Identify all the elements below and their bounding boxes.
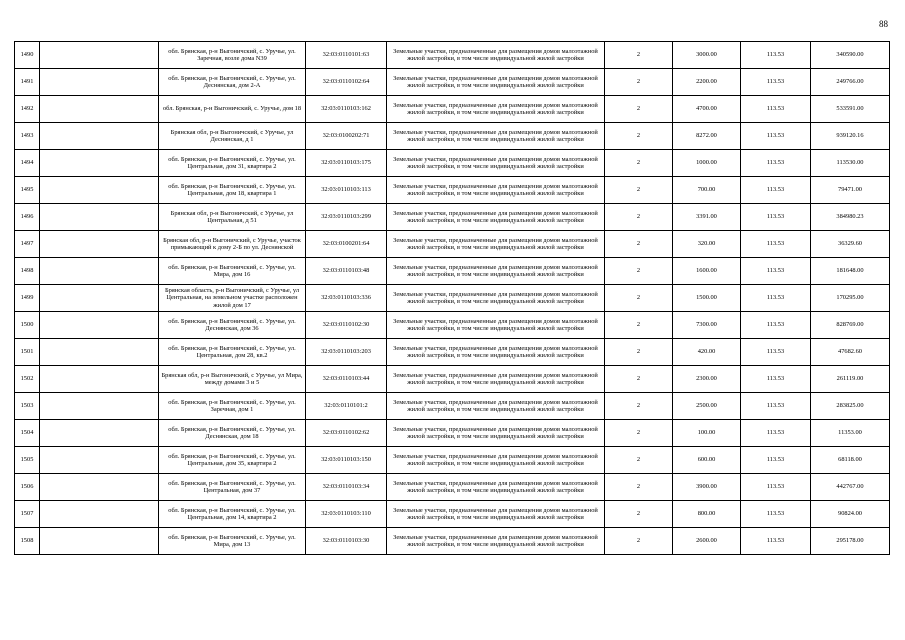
cadastral-number-cell: 32:03:0110103:175 [306, 150, 387, 177]
table-row [15, 501, 890, 528]
address-cell: Брянская обл, р-н Выгоничский, с Уручье, ул Мира, между домами 3 и 5 [159, 366, 306, 393]
empty-cell [40, 231, 159, 258]
area-cell: 3391.00 [673, 204, 741, 231]
cadastral-value-cell: 939120.16 [811, 123, 890, 150]
area-cell: 8272.00 [673, 123, 741, 150]
land-purpose-cell: Земельные участки, предназначенные для размещения домов малоэтажной жилой застройки, в том числе индивидуальной жилой застройки [387, 204, 605, 231]
cadastral-value-cell: 68118.00 [811, 447, 890, 474]
table-row [15, 123, 890, 150]
empty-cell [40, 366, 159, 393]
cadastral-value-cell: 249766.00 [811, 69, 890, 96]
cadastral-value-cell: 533591.00 [811, 96, 890, 123]
area-cell: 320.00 [673, 231, 741, 258]
group-cell: 2 [605, 42, 673, 69]
rate-cell: 113.53 [741, 258, 811, 285]
cadastral-number-cell: 32:03:0110103:150 [306, 447, 387, 474]
empty-cell [40, 42, 159, 69]
empty-cell [40, 96, 159, 123]
rate-cell: 113.53 [741, 177, 811, 204]
cadastral-number-cell: 32:03:0110103:299 [306, 204, 387, 231]
cadastral-value-cell: 113530.00 [811, 150, 890, 177]
empty-cell [40, 285, 159, 312]
row-number-cell: 1508 [15, 528, 40, 555]
address-cell: обл. Брянская, р-н Выгоничский, с. Уручье, ул. Деснянская, дом 2-А [159, 69, 306, 96]
empty-cell [40, 393, 159, 420]
table-row [15, 447, 890, 474]
group-cell: 2 [605, 474, 673, 501]
rate-cell: 113.53 [741, 42, 811, 69]
land-purpose-cell: Земельные участки, предназначенные для размещения домов малоэтажной жилой застройки, в том числе индивидуальной жилой застройки [387, 420, 605, 447]
table-body [15, 42, 890, 555]
table-row [15, 150, 890, 177]
group-cell: 2 [605, 204, 673, 231]
area-cell: 2200.00 [673, 69, 741, 96]
address-cell: обл. Брянская, р-н Выгоничский, с. Уручье, ул. Центральная, дом 18, квартира 1 [159, 177, 306, 204]
rate-cell: 113.53 [741, 150, 811, 177]
group-cell: 2 [605, 393, 673, 420]
table-row [15, 474, 890, 501]
address-cell: обл. Брянская, р-н Выгоничский, с. Уручье, ул. Деснянская, дом 36 [159, 312, 306, 339]
rate-cell: 113.53 [741, 96, 811, 123]
empty-cell [40, 447, 159, 474]
cadastral-number-cell: 32:03:0110103:48 [306, 258, 387, 285]
rate-cell: 113.53 [741, 285, 811, 312]
table-row [15, 285, 890, 312]
table-row [15, 69, 890, 96]
area-cell: 2500.00 [673, 393, 741, 420]
area-cell: 3000.00 [673, 42, 741, 69]
rate-cell: 113.53 [741, 69, 811, 96]
cadastral-value-cell: 170295.00 [811, 285, 890, 312]
address-cell: Брянская область, р-н Выгоничский, с Уручье, ул Центральная, на земельном участке расположен жилой дом 17 [159, 285, 306, 312]
cadastral-number-cell: 32:03:0110102:30 [306, 312, 387, 339]
address-cell: обл. Брянская, р-н Выгоничский, с. Уручье, ул. Центральная, дом 28, кв.2 [159, 339, 306, 366]
group-cell: 2 [605, 339, 673, 366]
group-cell: 2 [605, 447, 673, 474]
row-number-cell: 1492 [15, 96, 40, 123]
area-cell: 100.00 [673, 420, 741, 447]
address-cell: Брянская обл, р-н Выгоничский, с Уручье, участок примыкающий к дому 2-Б по ул. Деснянской [159, 231, 306, 258]
table-row [15, 312, 890, 339]
cadastral-value-cell: 340590.00 [811, 42, 890, 69]
table-row [15, 258, 890, 285]
empty-cell [40, 258, 159, 285]
address-cell: обл. Брянская, р-н Выгоничский, с. Уручье, ул. Центральная, дом 37 [159, 474, 306, 501]
land-purpose-cell: Земельные участки, предназначенные для размещения домов малоэтажной жилой застройки, в том числе индивидуальной жилой застройки [387, 393, 605, 420]
rate-cell: 113.53 [741, 231, 811, 258]
row-number-cell: 1498 [15, 258, 40, 285]
address-cell: обл. Брянская, р-н Выгоничский, с. Уручье, ул. Деснянская, дом 18 [159, 420, 306, 447]
cadastral-number-cell: 32:03:0110102:62 [306, 420, 387, 447]
land-purpose-cell: Земельные участки, предназначенные для размещения домов малоэтажной жилой застройки, в том числе индивидуальной жилой застройки [387, 339, 605, 366]
table-row [15, 420, 890, 447]
group-cell: 2 [605, 150, 673, 177]
address-cell: обл. Брянская, р-н Выгоничский, с. Уручье, ул. Центральная, дом 35, квартира 2 [159, 447, 306, 474]
group-cell: 2 [605, 231, 673, 258]
row-number-cell: 1507 [15, 501, 40, 528]
address-cell: обл. Брянская, р-н Выгоничский, с. Уручье, дом 18 [159, 96, 306, 123]
empty-cell [40, 204, 159, 231]
cadastral-value-cell: 47682.60 [811, 339, 890, 366]
table-row [15, 204, 890, 231]
area-cell: 2600.00 [673, 528, 741, 555]
cadastral-value-cell: 90824.00 [811, 501, 890, 528]
row-number-cell: 1506 [15, 474, 40, 501]
cadastral-number-cell: 32:03:0110103:110 [306, 501, 387, 528]
row-number-cell: 1501 [15, 339, 40, 366]
cadastral-number-cell: 32:03:0100202:71 [306, 123, 387, 150]
cadastral-value-cell: 181648.00 [811, 258, 890, 285]
row-number-cell: 1500 [15, 312, 40, 339]
table-row [15, 177, 890, 204]
cadastral-number-cell: 32:03:0110103:30 [306, 528, 387, 555]
cadastral-number-cell: 32:03:0110103:162 [306, 96, 387, 123]
land-purpose-cell: Земельные участки, предназначенные для размещения домов малоэтажной жилой застройки, в том числе индивидуальной жилой застройки [387, 312, 605, 339]
group-cell: 2 [605, 528, 673, 555]
empty-cell [40, 177, 159, 204]
area-cell: 800.00 [673, 501, 741, 528]
table-row [15, 96, 890, 123]
rate-cell: 113.53 [741, 393, 811, 420]
cadastral-number-cell: 32:03:0110103:113 [306, 177, 387, 204]
area-cell: 1600.00 [673, 258, 741, 285]
row-number-cell: 1496 [15, 204, 40, 231]
area-cell: 4700.00 [673, 96, 741, 123]
cadastral-value-cell: 79471.00 [811, 177, 890, 204]
address-cell: Брянская обл, р-н Выгоничский, с Уручье, ул Центральная, д 51 [159, 204, 306, 231]
rate-cell: 113.53 [741, 312, 811, 339]
table-row [15, 366, 890, 393]
row-number-cell: 1504 [15, 420, 40, 447]
group-cell: 2 [605, 420, 673, 447]
row-number-cell: 1490 [15, 42, 40, 69]
group-cell: 2 [605, 69, 673, 96]
land-purpose-cell: Земельные участки, предназначенные для размещения домов малоэтажной жилой застройки, в том числе индивидуальной жилой застройки [387, 150, 605, 177]
land-purpose-cell: Земельные участки, предназначенные для размещения домов малоэтажной жилой застройки, в том числе индивидуальной жилой застройки [387, 96, 605, 123]
page-number: 88 [879, 19, 888, 29]
land-registry-table [14, 41, 890, 555]
cadastral-value-cell: 384980.23 [811, 204, 890, 231]
area-cell: 420.00 [673, 339, 741, 366]
rate-cell: 113.53 [741, 501, 811, 528]
land-purpose-cell: Земельные участки, предназначенные для размещения домов малоэтажной жилой застройки, в том числе индивидуальной жилой застройки [387, 447, 605, 474]
empty-cell [40, 474, 159, 501]
area-cell: 700.00 [673, 177, 741, 204]
table-row [15, 339, 890, 366]
cadastral-value-cell: 442767.00 [811, 474, 890, 501]
group-cell: 2 [605, 96, 673, 123]
land-purpose-cell: Земельные участки, предназначенные для размещения домов малоэтажной жилой застройки, в том числе индивидуальной жилой застройки [387, 69, 605, 96]
cadastral-value-cell: 295178.00 [811, 528, 890, 555]
row-number-cell: 1502 [15, 366, 40, 393]
empty-cell [40, 69, 159, 96]
empty-cell [40, 123, 159, 150]
table-row [15, 528, 890, 555]
land-purpose-cell: Земельные участки, предназначенные для размещения домов малоэтажной жилой застройки, в том числе индивидуальной жилой застройки [387, 474, 605, 501]
rate-cell: 113.53 [741, 123, 811, 150]
area-cell: 1500.00 [673, 285, 741, 312]
land-purpose-cell: Земельные участки, предназначенные для размещения домов малоэтажной жилой застройки, в том числе индивидуальной жилой застройки [387, 258, 605, 285]
empty-cell [40, 150, 159, 177]
group-cell: 2 [605, 123, 673, 150]
rate-cell: 113.53 [741, 339, 811, 366]
rate-cell: 113.53 [741, 420, 811, 447]
area-cell: 600.00 [673, 447, 741, 474]
land-purpose-cell: Земельные участки, предназначенные для размещения домов малоэтажной жилой застройки, в том числе индивидуальной жилой застройки [387, 366, 605, 393]
cadastral-number-cell: 32:03:0110101:2 [306, 393, 387, 420]
rate-cell: 113.53 [741, 474, 811, 501]
cadastral-value-cell: 11353.00 [811, 420, 890, 447]
rate-cell: 113.53 [741, 447, 811, 474]
land-purpose-cell: Земельные участки, предназначенные для размещения домов малоэтажной жилой застройки, в том числе индивидуальной жилой застройки [387, 285, 605, 312]
land-purpose-cell: Земельные участки, предназначенные для размещения домов малоэтажной жилой застройки, в том числе индивидуальной жилой застройки [387, 42, 605, 69]
table-row [15, 231, 890, 258]
cadastral-number-cell: 32:03:0100201:64 [306, 231, 387, 258]
cadastral-number-cell: 32:03:0110103:203 [306, 339, 387, 366]
address-cell: обл. Брянская, р-н Выгоничский, с. Уручье, ул. Заречная, дом 1 [159, 393, 306, 420]
cadastral-number-cell: 32:03:0110103:34 [306, 474, 387, 501]
row-number-cell: 1491 [15, 69, 40, 96]
land-purpose-cell: Земельные участки, предназначенные для размещения домов малоэтажной жилой застройки, в том числе индивидуальной жилой застройки [387, 501, 605, 528]
empty-cell [40, 528, 159, 555]
land-purpose-cell: Земельные участки, предназначенные для размещения домов малоэтажной жилой застройки, в том числе индивидуальной жилой застройки [387, 528, 605, 555]
rate-cell: 113.53 [741, 204, 811, 231]
row-number-cell: 1494 [15, 150, 40, 177]
cadastral-value-cell: 36329.60 [811, 231, 890, 258]
empty-cell [40, 501, 159, 528]
group-cell: 2 [605, 177, 673, 204]
address-cell: обл. Брянская, р-н Выгоничский, с. Уручье, ул. Центральная, дом 14, квартира 2 [159, 501, 306, 528]
area-cell: 7300.00 [673, 312, 741, 339]
land-purpose-cell: Земельные участки, предназначенные для размещения домов малоэтажной жилой застройки, в том числе индивидуальной жилой застройки [387, 231, 605, 258]
row-number-cell: 1495 [15, 177, 40, 204]
row-number-cell: 1497 [15, 231, 40, 258]
group-cell: 2 [605, 285, 673, 312]
rate-cell: 113.53 [741, 366, 811, 393]
group-cell: 2 [605, 366, 673, 393]
cadastral-number-cell: 32:03:0110102:64 [306, 69, 387, 96]
table-row [15, 393, 890, 420]
area-cell: 3900.00 [673, 474, 741, 501]
address-cell: Брянская обл, р-н Выгоничский, с Уручье, ул Деснянская, д 1 [159, 123, 306, 150]
empty-cell [40, 339, 159, 366]
group-cell: 2 [605, 501, 673, 528]
cadastral-value-cell: 261119.00 [811, 366, 890, 393]
row-number-cell: 1505 [15, 447, 40, 474]
address-cell: обл. Брянская, р-н Выгоничский, с. Уручье, ул. Мира, дом 16 [159, 258, 306, 285]
cadastral-value-cell: 828769.00 [811, 312, 890, 339]
group-cell: 2 [605, 312, 673, 339]
cadastral-value-cell: 283825.00 [811, 393, 890, 420]
cadastral-number-cell: 32:03:0110101:63 [306, 42, 387, 69]
empty-cell [40, 312, 159, 339]
area-cell: 1000.00 [673, 150, 741, 177]
rate-cell: 113.53 [741, 528, 811, 555]
address-cell: обл. Брянская, р-н Выгоничский, с. Уручье, ул. Заречная, возле дома N39 [159, 42, 306, 69]
address-cell: обл. Брянская, р-н Выгоничский, с. Уручье, ул. Центральная, дом 31, квартира 2 [159, 150, 306, 177]
area-cell: 2300.00 [673, 366, 741, 393]
table-row [15, 42, 890, 69]
row-number-cell: 1493 [15, 123, 40, 150]
land-purpose-cell: Земельные участки, предназначенные для размещения домов малоэтажной жилой застройки, в том числе индивидуальной жилой застройки [387, 177, 605, 204]
land-purpose-cell: Земельные участки, предназначенные для размещения домов малоэтажной жилой застройки, в том числе индивидуальной жилой застройки [387, 123, 605, 150]
group-cell: 2 [605, 258, 673, 285]
row-number-cell: 1503 [15, 393, 40, 420]
address-cell: обл. Брянская, р-н Выгоничский, с. Уручье, ул. Мира, дом 13 [159, 528, 306, 555]
row-number-cell: 1499 [15, 285, 40, 312]
empty-cell [40, 420, 159, 447]
cadastral-number-cell: 32:03:0110103:336 [306, 285, 387, 312]
cadastral-number-cell: 32:03:0110103:44 [306, 366, 387, 393]
